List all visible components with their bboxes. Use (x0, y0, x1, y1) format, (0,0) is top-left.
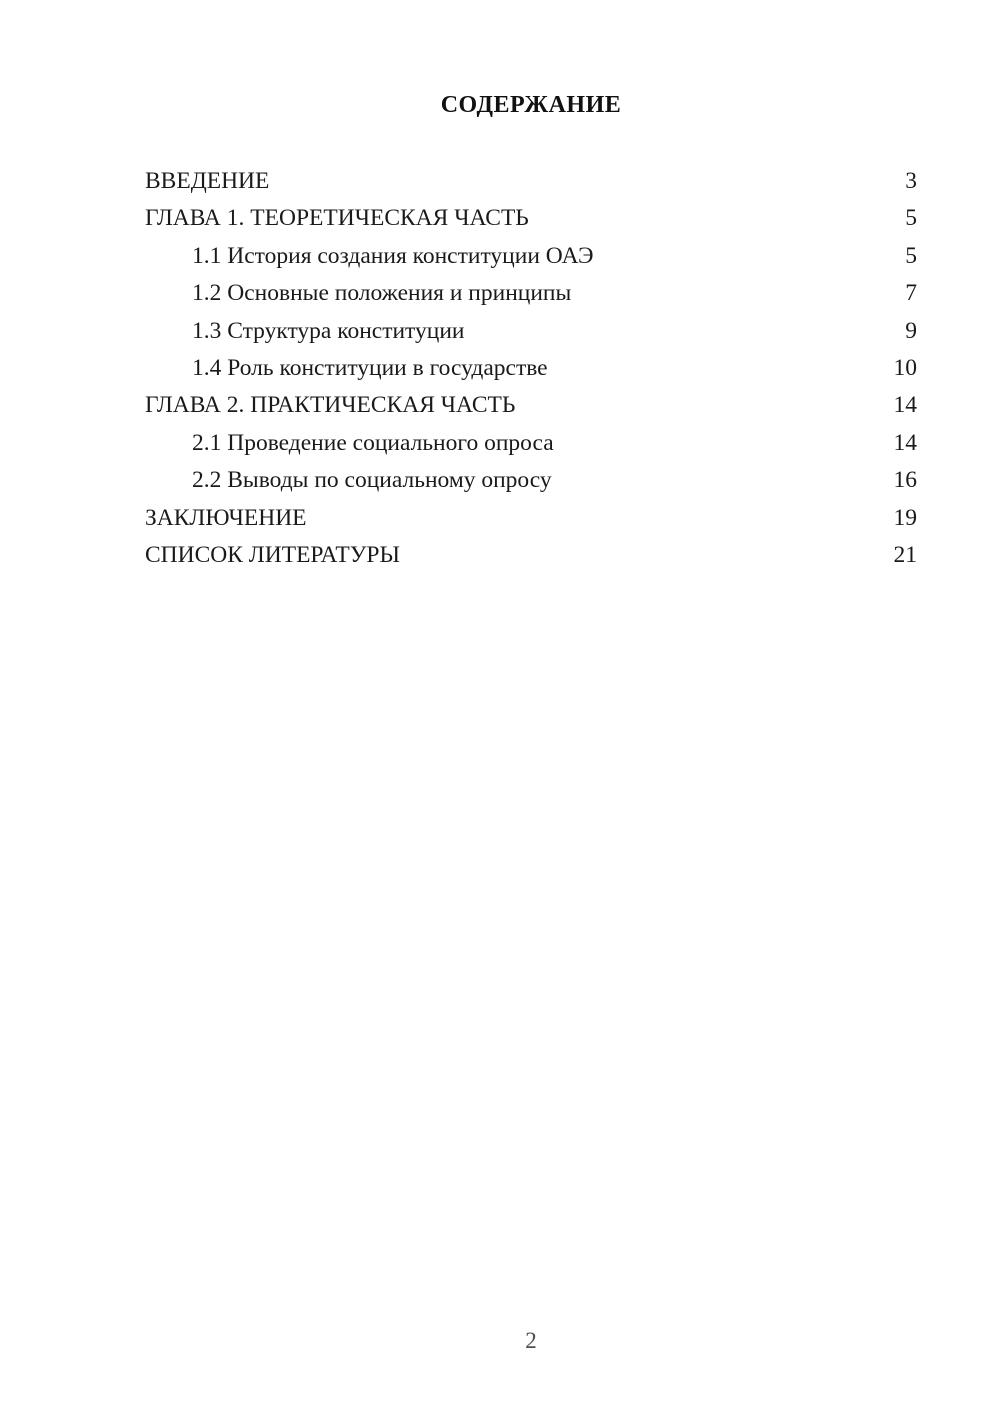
toc-entry-page-number: 10 (893, 355, 917, 382)
toc-entry (145, 537, 917, 574)
toc-entry-label: СПИСОК ЛИТЕРАТУРЫ (145, 542, 400, 569)
toc-entry-page-number: 16 (893, 467, 917, 494)
toc-entry-page-number: 7 (905, 280, 917, 307)
toc-entry (145, 350, 917, 387)
toc-entry-page-number: 19 (893, 504, 917, 531)
toc-entry-label: 1.2 Основные положения и принципы (192, 280, 572, 307)
toc-entry-label: 1.3 Структура конституции (192, 317, 465, 344)
toc-entry-label: ВВЕДЕНИЕ (145, 168, 270, 194)
toc-content (145, 92, 917, 574)
toc-entry (145, 500, 917, 537)
toc-entry (145, 275, 917, 312)
toc-entry (145, 238, 917, 275)
toc-entry-page-number: 5 (905, 205, 917, 232)
toc-entry-label: 1.4 Роль конституции в государстве (192, 355, 548, 382)
toc-entry (145, 462, 917, 499)
toc-entry (145, 200, 917, 237)
toc-entry (145, 387, 917, 424)
toc-entry-page-number: 14 (893, 392, 917, 419)
toc-entry-label: 1.1 История создания конституции ОАЭ (192, 242, 594, 269)
toc-entry-label: ГЛАВА 2. ПРАКТИЧЕСКАЯ ЧАСТЬ (145, 392, 516, 419)
toc-entry (145, 313, 917, 350)
toc-title: СОДЕРЖАНИЕ (440, 92, 622, 118)
toc-entry (145, 163, 917, 200)
toc-entry-page-number: 14 (893, 429, 917, 456)
toc-entry-label: ЗАКЛЮЧЕНИЕ (145, 504, 307, 531)
toc-entry-label: ГЛАВА 1. ТЕОРЕТИЧЕСКАЯ ЧАСТЬ (145, 205, 529, 232)
footer-page-number: 2 (525, 1328, 537, 1353)
toc-entries-list (145, 163, 917, 574)
toc-entry-label: 2.2 Выводы по социальному опросу (192, 467, 552, 494)
toc-entry-label: 2.1 Проведение социального опроса (192, 429, 554, 456)
toc-entry-page-number: 9 (905, 317, 917, 344)
toc-entry (145, 425, 917, 462)
toc-entry-page-number: 5 (905, 242, 917, 269)
toc-entry-page-number: 3 (905, 168, 917, 194)
toc-entry-page-number: 21 (893, 542, 917, 569)
